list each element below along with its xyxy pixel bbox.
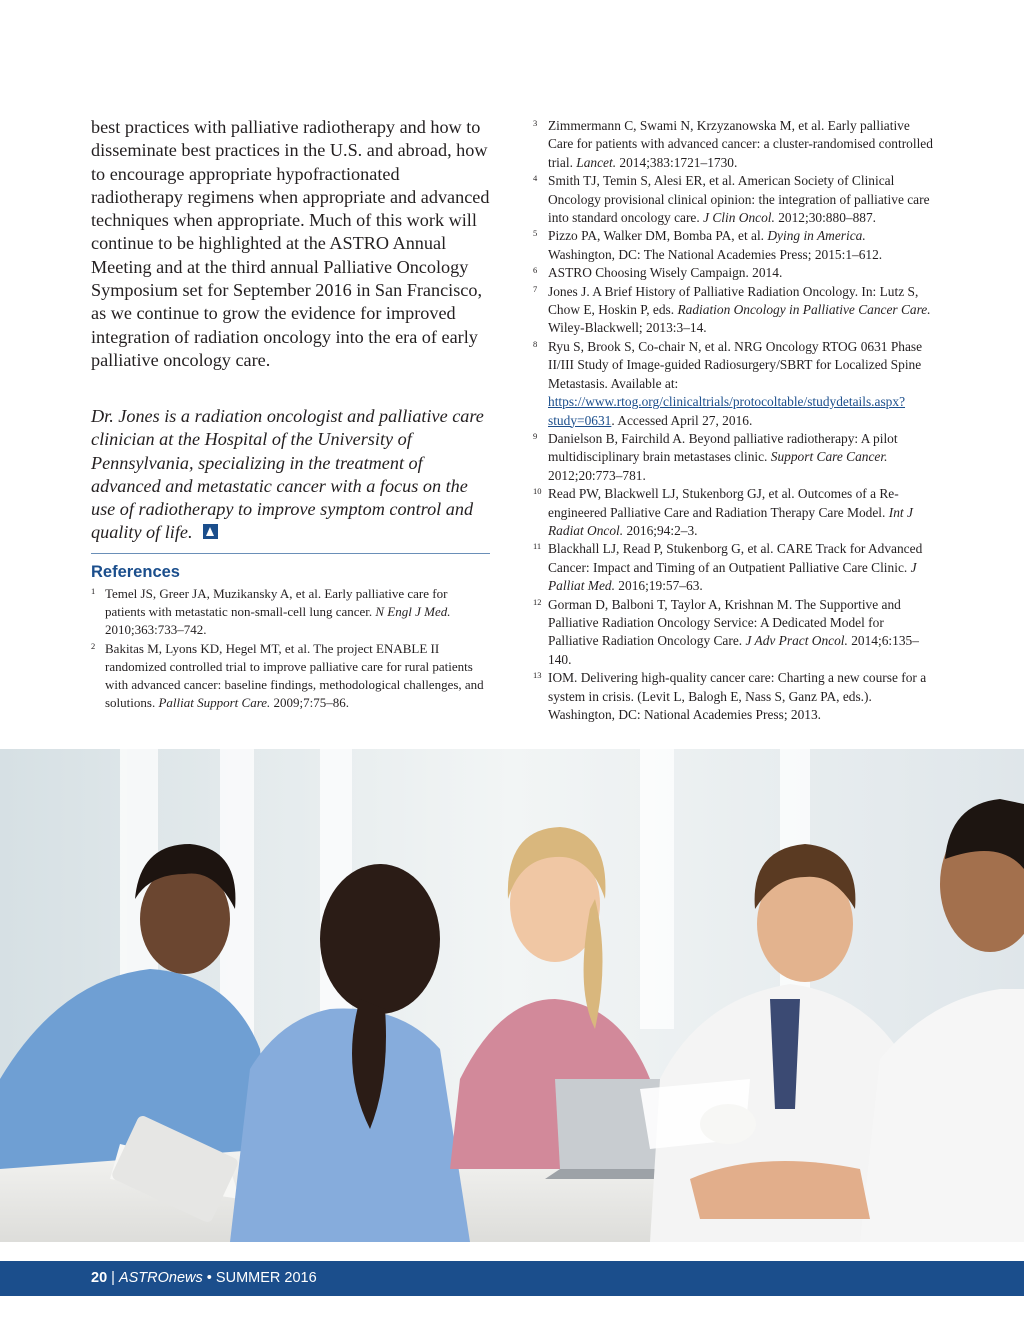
publication-name: ASTROnews xyxy=(118,1270,203,1286)
reference-number: 9 xyxy=(533,430,538,441)
meeting-illustration xyxy=(0,749,1024,1242)
reference-number: 8 xyxy=(533,338,538,349)
reference-item: 9 Danielson B, Fairchild A. Beyond palliative radiotherapy: A pilot multidisciplinary brain metastases clinic. Support Care Cancer. 2012;20:773–781. xyxy=(533,430,933,485)
references-heading: References xyxy=(91,563,180,581)
reference-number: 12 xyxy=(533,596,542,607)
issue-label: SUMMER 2016 xyxy=(215,1270,317,1286)
medical-team-photo xyxy=(0,749,1024,1242)
reference-number: 11 xyxy=(533,541,542,552)
footer-text xyxy=(91,1270,317,1286)
study-link[interactable]: https://www.rtog.org/clinicaltrials/protocoltable/studydetails.aspx?study=0631 xyxy=(548,394,906,428)
body-paragraph: best practices with palliative radiotherapy and how to disseminate best practices in the U.S. and abroad, how to encourage appropriate hypofractionated radiotherapy regimens when appropriate and advanced techniques when appropriate. Much of this work will continue to be highlighted at the ASTRO Annual Meeting and at the third annual Palliative Oncology Symposium set for September 2016 in San Francisco, as we continue to grow the evidence for improved integration of radiation oncology into the era of early palliative oncology care. xyxy=(91,117,490,370)
author-bio-text: Dr. Jones is a radiation oncologist and palliative care clinician at the Hospital of the University of Pennsylvania, specializing in the treatment of advanced and metastatic cancer with a focus on the use of radiotherapy to improve symptom control and quality of life. xyxy=(91,406,484,543)
reference-number: 10 xyxy=(533,486,542,497)
footer-bullet: • xyxy=(202,1270,216,1286)
reference-number: 6 xyxy=(533,265,538,276)
reference-item: 1 Temel JS, Greer JA, Muzikansky A, et al. Early palliative care for patients with metastatic non-small-cell lung cancer. N Engl J Med. 2010;363:733–742. xyxy=(91,585,491,640)
author-bio xyxy=(91,405,491,544)
reference-item: 6 ASTRO Choosing Wisely Campaign. 2014. xyxy=(533,264,933,282)
reference-number: 1 xyxy=(91,586,96,596)
references-list-left xyxy=(91,585,491,712)
reference-item: 5 Pizzo PA, Walker DM, Bomba PA, et al. Dying in America. Washington, DC: The National Academies Press; 2015:1–612. xyxy=(533,227,933,264)
reference-number: 2 xyxy=(91,640,96,651)
reference-item: 12 Gorman D, Balboni T, Taylor A, Krishnan M. The Supportive and Palliative Radiation Oncology Service: A Dedicated Model for Palliative Radiation Oncology Care. J Adv Pract Oncol. 2014;6:135–140. xyxy=(533,596,933,670)
reference-item: 10 Read PW, Blackwell LJ, Stukenborg GJ, et al. Outcomes of a Re-engineered Palliative Care and Radiation Therapy Care Model. Int J Radiat Oncol. 2016;94:2–3. xyxy=(533,485,933,540)
reference-number: 5 xyxy=(533,228,538,239)
reference-number: 7 xyxy=(533,283,538,294)
references-list-right xyxy=(533,117,933,724)
page-number: 20 xyxy=(91,1270,108,1286)
reference-item: 11 Blackhall LJ, Read P, Stukenborg G, et al. CARE Track for Advanced Cancer: Impact and Timing of an Outpatient Palliative Care Clinic. J Palliat Med. 2016;19:57–63. xyxy=(533,540,933,595)
section-divider xyxy=(91,553,490,554)
reference-item: 2 Bakitas M, Lyons KD, Hegel MT, et al. The project ENABLE II randomized controlled trial to improve palliative care for rural patients with advanced cancer: baseline findings, methodological challenges, and solutions. Palliat Support Care. 2009;7:75–86. xyxy=(91,640,491,713)
reference-item: 7 Jones J. A Brief History of Palliative Radiation Oncology. In: Lutz S, Chow E, Hoskin P, eds. Radiation Oncology in Palliative Cancer Care. Wiley-Blackwell; 2013:3–14. xyxy=(533,283,933,338)
article-column xyxy=(91,116,491,544)
footer-separator: | xyxy=(107,1270,119,1286)
reference-number: 4 xyxy=(533,173,538,184)
reference-item: 4 Smith TJ, Temin S, Alesi ER, et al. American Society of Clinical Oncology provisional clinical opinion: the integration of palliative care into standard oncology care. J Clin Oncol. 2012;30:880–887. xyxy=(533,172,933,227)
footer-bar xyxy=(0,1261,1024,1296)
reference-item: 13 IOM. Delivering high-quality cancer care: Charting a new course for a system in crisis. (Levit L, Balogh E, Nass S, Ganz PA, eds.). Washington, DC: National Academies Press; 2013. xyxy=(533,669,933,724)
astro-logo-icon xyxy=(203,524,218,539)
reference-item: 3 Zimmermann C, Swami N, Krzyzanowska M, et al. Early palliative Care for patients with advanced cancer: a cluster-randomised controlled trial. Lancet. 2014;383:1721–1730. xyxy=(533,117,933,172)
reference-number: 13 xyxy=(533,670,542,681)
reference-item: 8 Ryu S, Brook S, Co-chair N, et al. NRG Oncology RTOG 0631 Phase II/III Study of Image-guided Radiosurgery/SBRT for Localized Spine Metastasis. Available at: https://www.rtog.org/clinicaltrials/protocoltable/studydetails.aspx?study=0631. Accessed April 27, 2016. xyxy=(533,338,933,430)
reference-number: 3 xyxy=(533,118,538,128)
